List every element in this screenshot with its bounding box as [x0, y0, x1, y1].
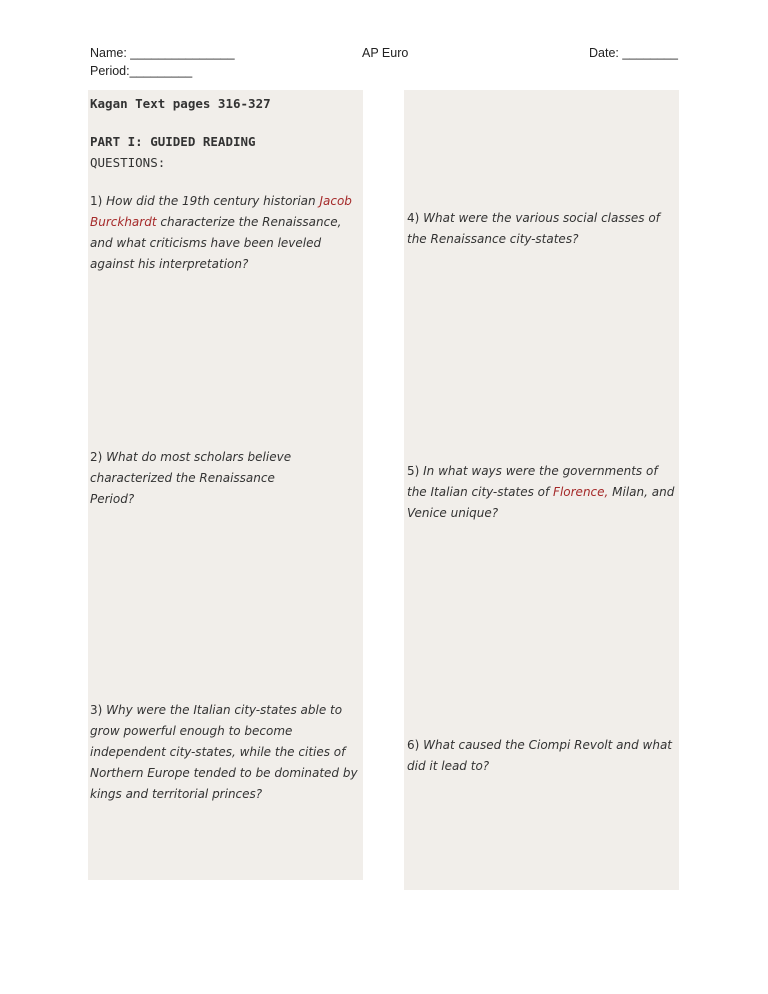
question-5-text-start: In what ways were the governments of the Italian city-states of [407, 464, 658, 499]
question-5-highlight: Florence, [553, 485, 609, 499]
question-6-text: What caused the Ciompi Revolt and what did it lead to? [407, 738, 673, 773]
question-3 [90, 700, 362, 805]
question-2-text: What do most scholars believe characterized the Renaissance Period? [90, 450, 292, 506]
part-heading-line-1: PART I: GUIDED READING [90, 134, 256, 149]
question-3-text: Why were the Italian city-states able to grow powerful enough to become independent city-states, while the cities of Northern Europe tended to be dominated by kings and territorial princes? [90, 703, 358, 801]
course-title: AP Euro [362, 46, 409, 60]
question-1 [90, 191, 362, 275]
question-4 [407, 208, 669, 250]
question-4-number: 4) [407, 211, 424, 225]
question-1-highlight: Jacob Burckhardt [90, 194, 352, 229]
question-5-number: 5) [407, 464, 424, 478]
reading-pages-title: Kagan Text pages 316-327 [90, 96, 271, 111]
name-field-label: Name: _______________ [90, 46, 235, 60]
question-1-text-end: characterize the Renaissance, and what criticisms have been leveled against his interpretation? [90, 215, 342, 271]
question-1-number: 1) [90, 194, 107, 208]
question-4-text: What were the various social classes of the Renaissance city-states? [407, 211, 660, 246]
question-2 [90, 447, 305, 510]
question-6-number: 6) [407, 738, 424, 752]
question-3-number: 3) [90, 703, 107, 717]
question-5-text-end: Milan, and Venice unique? [407, 485, 675, 520]
question-6 [407, 735, 679, 777]
question-1-text-start: How did the 19th century historian [106, 194, 320, 208]
question-5 [407, 461, 679, 524]
date-field-label: Date: ________ [589, 46, 678, 60]
question-2-number: 2) [90, 450, 107, 464]
part-heading-line-2: QUESTIONS: [90, 155, 166, 170]
period-field-label: Period:_________ [90, 64, 193, 78]
